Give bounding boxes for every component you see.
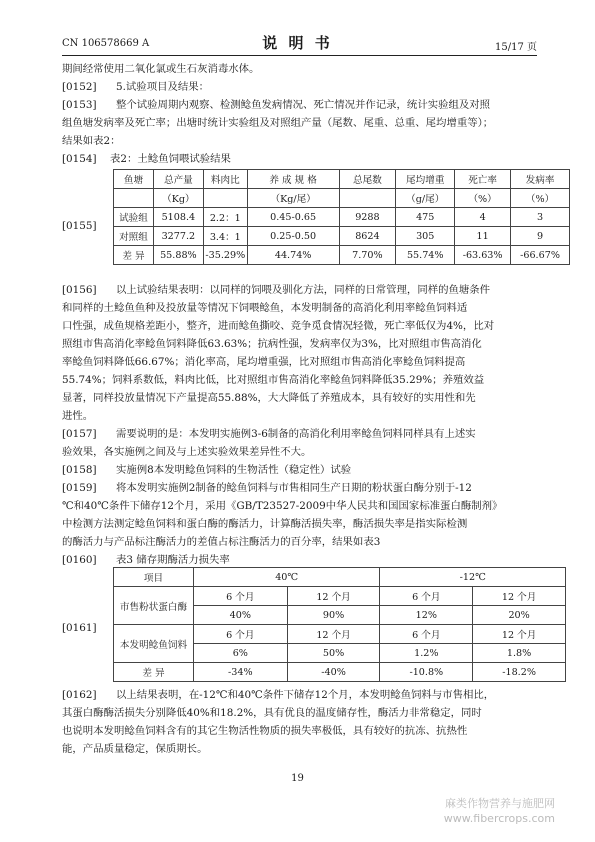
table-header-cell: 总尾数 (339, 170, 396, 189)
table-cell: 5108.4 (153, 208, 203, 227)
text-line: 55.74%；饲料系数低，料肉比低，比对照组市售高消化率鲶鱼饲料降低35.29%；养殖效益 (62, 374, 485, 386)
table-cell: 3277.2 (153, 227, 203, 246)
table-row-label: 本发明鲶鱼饲料 (114, 625, 194, 663)
paragraph-tag: [0157] (62, 428, 97, 440)
table-cell: 55.74% (396, 246, 455, 265)
table-unit-cell: （Kg/尾） (247, 189, 339, 208)
text-line: 能，产品质量稳定，保质期长。 (62, 743, 208, 755)
table-cell: 12 个月 (473, 587, 566, 606)
paragraph-tag: [0162] (62, 689, 97, 701)
table-row (114, 625, 566, 644)
table-cell: 305 (396, 227, 455, 246)
text-line: 显著，同样投放量情况下产量提高55.88%，大大降低了养殖成本，具有较好的实用性和先 (62, 392, 476, 404)
watermark-url: www.fibercrops.com (443, 812, 555, 825)
table-header-cell: -12℃ (380, 568, 566, 587)
table-cell: 0.25-0.50 (247, 227, 339, 246)
paragraph-tag: [0153] (62, 99, 97, 111)
table-cell: 8624 (339, 227, 396, 246)
table-row (114, 663, 566, 682)
table-row-label: 差 异 (114, 663, 194, 682)
table-cell: 试验组 (114, 208, 154, 227)
text-line: 也说明本发明鲶鱼饲料含有的其它生物活性物质的损失率极低，具有较好的抗冻、抗热性 (62, 725, 468, 737)
paragraph-tag: [0161] (62, 622, 97, 634)
text-line: 进性。 (62, 410, 94, 422)
paragraph-tag: [0155] (62, 220, 97, 232)
paragraph-tag: [0158] (62, 464, 97, 476)
table-cell: 12 个月 (287, 625, 380, 644)
table-cell: 6 个月 (193, 625, 287, 644)
table-caption: 表3 储存期酶活力损失率 (116, 554, 230, 566)
table-row (114, 246, 570, 265)
table-header-cell: 总产量 (153, 170, 203, 189)
patent-number: CN 106578669 A (62, 38, 150, 49)
text-line: 期间经常使用二氧化氯或生石灰消毒水体。 (62, 63, 260, 75)
table-header-row (114, 568, 566, 587)
table-unit-cell (339, 189, 396, 208)
table-cell: 9288 (339, 208, 396, 227)
table-cell: 6 个月 (380, 625, 473, 644)
text-line: 组鱼塘发病率及死亡率；出塘时统计实验组及对照组产量（尾数、尾重、总重、尾均增重等）； (62, 117, 494, 129)
table-2 (113, 169, 570, 265)
table-cell: 对照组 (114, 227, 154, 246)
table-row-label: 市售粉状蛋白酶 (114, 587, 194, 625)
table-unit-cell: （g/尾） (396, 189, 455, 208)
paragraph-tag: [0154] (62, 153, 97, 165)
table-row (114, 208, 570, 227)
text-line: 照组市售高消化率鲶鱼饲料降低63.63%；抗病性强，发病率仅为3%，比对照组市售高消化 (62, 338, 482, 350)
table-row (114, 587, 566, 606)
table-cell: -66.67% (511, 246, 570, 265)
table-cell: 3 (511, 208, 570, 227)
table-cell: 6 个月 (380, 587, 473, 606)
table-cell: 12% (380, 606, 473, 625)
table-unit-row (114, 189, 570, 208)
text-line: 和同样的土鲶鱼鱼种及投放量等情况下饲喂鲶鱼，本发明制备的高消化利用率鲶鱼饲料适 (62, 302, 468, 314)
paragraph-tag: [0152] (62, 81, 97, 93)
text-line: 5.试验项目及结果： (116, 81, 210, 93)
table-row (114, 227, 570, 246)
table-cell: 4 (455, 208, 511, 227)
document-title: 说 明 书 (262, 34, 333, 52)
table-cell: -34% (193, 663, 287, 682)
table-cell: 11 (455, 227, 511, 246)
table-cell: 44.74% (247, 246, 339, 265)
table-header-cell: 尾均增重 (396, 170, 455, 189)
table-cell: 0.45-0.65 (247, 208, 339, 227)
table-cell: 50% (287, 644, 380, 663)
table-cell: 12 个月 (473, 625, 566, 644)
table-cell: 6% (193, 644, 287, 663)
table-cell: 6 个月 (193, 587, 287, 606)
table-cell: -10.8% (380, 663, 473, 682)
table-header-cell: 发病率 (511, 170, 570, 189)
text-line: 中检测方法测定鲶鱼饲料和蛋白酶的酶活力，计算酶活损失率，酶活损失率是指实际检测 (62, 518, 468, 530)
table-unit-cell (203, 189, 247, 208)
table-cell: -63.63% (455, 246, 511, 265)
table-cell: 1.2% (380, 644, 473, 663)
table-cell: -18.2% (473, 663, 566, 682)
table-caption: 表2：土鲶鱼饲喂试验结果 (110, 153, 231, 165)
table-header-row (114, 170, 570, 189)
paragraph-tag: [0159] (62, 482, 97, 494)
text-line: 结果如表2： (62, 135, 121, 147)
table-3 (113, 567, 566, 682)
table-header-cell: 鱼塘 (114, 170, 154, 189)
text-line: 口性强，成鱼规格差距小，整齐，进而鲶鱼撕咬、竞争觅食情况轻微，死亡率低仅为4%，比对 (62, 320, 495, 332)
table-unit-cell (114, 189, 154, 208)
table-header-cell: 死亡率 (455, 170, 511, 189)
table-unit-cell: （Kg） (153, 189, 203, 208)
table-cell: 12 个月 (287, 587, 380, 606)
table-header-cell: 40℃ (193, 568, 380, 587)
paragraph-tag: [0160] (62, 554, 97, 566)
text-line: 的酶活力与产品标注酶活力的差值占标注酶活力的百分率，结果如表3 (62, 536, 381, 548)
table-cell: 7.70% (339, 246, 396, 265)
paragraph-tag: [0156] (62, 284, 97, 296)
text-line: 将本发明实施例2制备的鲶鱼饲料与市售相同生产日期的粉状蛋白酶分别于-12 (116, 482, 472, 494)
table-header-cell: 养 成 规 格 (247, 170, 339, 189)
table-cell: 差 异 (114, 246, 154, 265)
table-unit-cell: （%） (455, 189, 511, 208)
table-header-cell: 料肉比 (203, 170, 247, 189)
text-line: 实施例8本发明鲶鱼饲料的生物活性（稳定性）试验 (116, 464, 352, 476)
watermark-text: 麻类作物营养与施肥网 (445, 797, 555, 810)
table-cell: 2.2：1 (203, 208, 247, 227)
text-line: 以上结果表明，在-12℃和40℃条件下储存12个月，本发明鲶鱼饲料与市售相比， (116, 689, 495, 701)
table-cell: -40% (287, 663, 380, 682)
table-cell: 55.88% (153, 246, 203, 265)
table-cell: 20% (473, 606, 566, 625)
table-cell: 475 (396, 208, 455, 227)
page-number: 19 (291, 773, 304, 784)
text-line: 整个试验周期内观察、检测鲶鱼发病情况、死亡情况并作记录，统计实验组及对照 (116, 99, 491, 111)
table-cell: 90% (287, 606, 380, 625)
table-unit-cell: （%） (511, 189, 570, 208)
text-line: 以上试验结果表明：以同样的饲喂及驯化方法，同样的日常管理，同样的鱼塘条件 (116, 284, 491, 296)
table-cell: 40% (193, 606, 287, 625)
text-line: 验效果，各实施例之间及与上述实验效果差异性不大。 (62, 446, 312, 458)
table-cell: 1.8% (473, 644, 566, 663)
table-cell: 3.4：1 (203, 227, 247, 246)
table-cell: 9 (511, 227, 570, 246)
table-cell: -35.29% (203, 246, 247, 265)
header-divider (62, 55, 537, 56)
text-line: 需要说明的是：本发明实施例3-6制备的高消化利用率鲶鱼饲料同样具有上述实 (116, 428, 476, 440)
text-line: ℃和40℃条件下储存12个月，采用《GB/T23527-2009中华人民共和国国家标准蛋白酶制剂》 (62, 500, 503, 512)
text-line: 率鲶鱼饲料降低66.67%；消化率高，尾均增重强，比对照组市售高消化率鲶鱼饲料提高 (62, 356, 466, 368)
table-header-cell: 项目 (114, 568, 194, 587)
page-indicator: 15/17 页 (495, 42, 537, 53)
text-line: 其蛋白酶酶活损失分别降低40%和18.2%，具有优良的温度储存性，酶活力非常稳定，同时 (62, 707, 482, 719)
